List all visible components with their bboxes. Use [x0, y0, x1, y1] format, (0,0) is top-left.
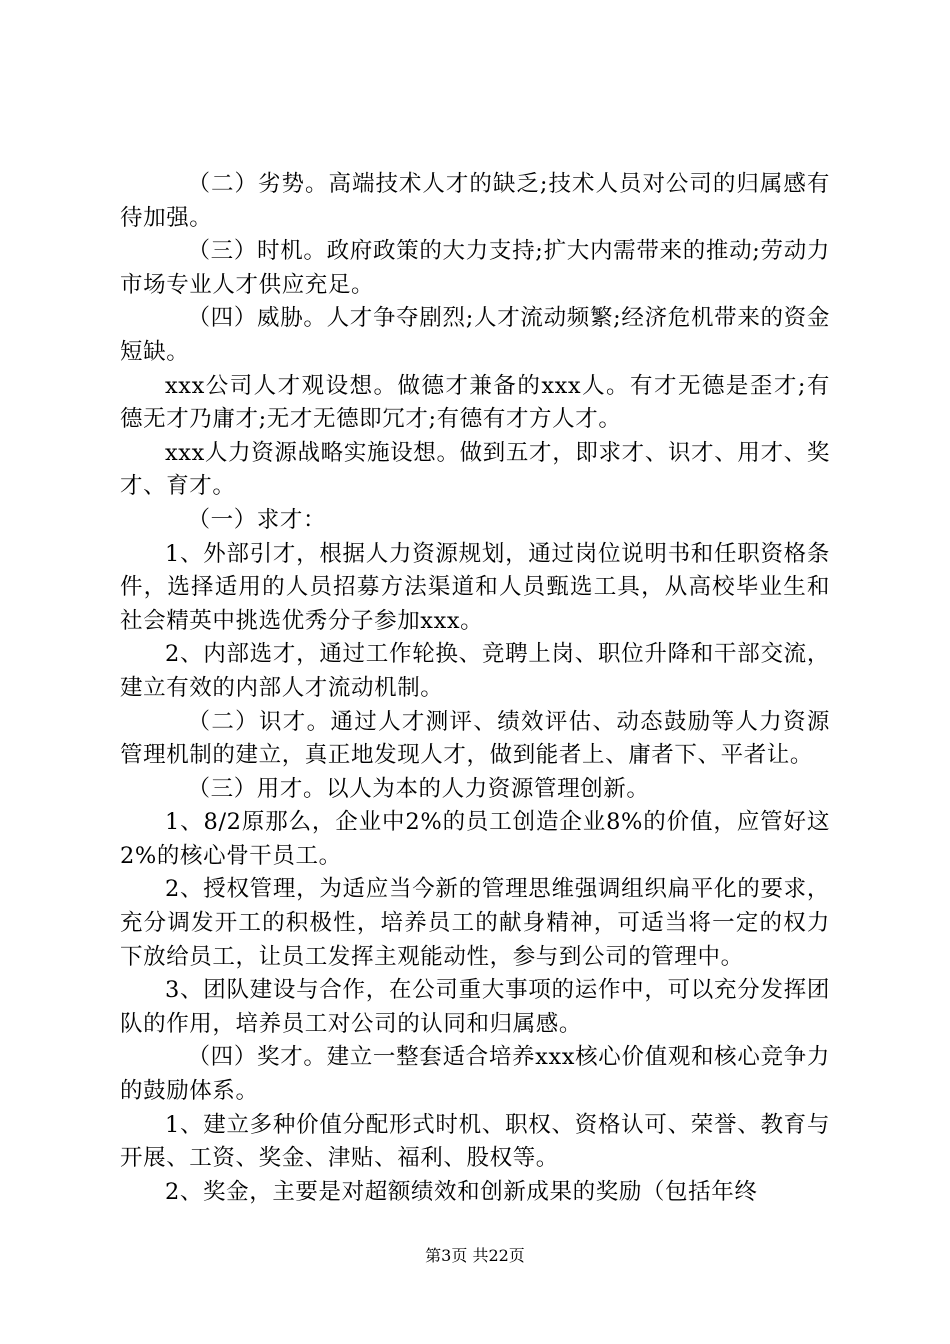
paragraph-12: 2、授权管理，为适应当今新的管理思维强调组织扁平化的要求，充分调发开工的积极性，培养员工的献身精神，可适当将一定的权力下放给员工，让员工发挥主观能动性，参与到公司的管理中。	[120, 876, 830, 970]
paragraph-7: 1、外部引才，根据人力资源规划，通过岗位说明书和任职资格条件，选择适用的人员招募方法渠道和人员甄选工具，从高校毕业生和社会精英中挑选优秀分子参加xxx。	[120, 540, 830, 634]
paragraph-10: （三）用才。以人为本的人力资源管理创新。	[187, 775, 650, 802]
document-body	[120, 168, 830, 1209]
paragraph-11: 1、8/2原那么，企业中2%的员工创造企业8%的价值，应管好这2%的核心骨干员工。	[120, 809, 830, 869]
paragraph-8: 2、内部选才，通过工作轮换、竞聘上岗、职位升降和干部交流，建立有效的内部人才流动机制。	[120, 641, 830, 701]
paragraph-16: 2、奖金，主要是对超额绩效和创新成果的奖励（包括年终	[165, 1178, 758, 1205]
page-number-indicator: 第3页 共22页	[425, 1246, 525, 1265]
paragraph-6: （一）求才：	[187, 506, 327, 533]
paragraph-14: （四）奖才。建立一整套适合培养xxx核心价值观和核心竞争力的鼓励体系。	[120, 1044, 830, 1105]
paragraph-15: 1、建立多种价值分配形式时机、职权、资格认可、荣誉、教育与开展、工资、奖金、津贴、福利、股权等。	[120, 1111, 830, 1172]
paragraph-2: （三）时机。政府政策的大力支持;扩大内需带来的推动;劳动力市场专业人才供应充足。	[120, 238, 830, 298]
paragraph-5: xxx人力资源战略实施设想。做到五才，即求才、识才、用才、奖才、育才。	[120, 439, 830, 500]
paragraph-1: （二）劣势。高端技术人才的缺乏;技术人员对公司的归属感有待加强。	[120, 171, 830, 231]
paragraph-3: （四）威胁。人才争夺剧烈;人才流动频繁;经济危机带来的资金短缺。	[120, 305, 830, 365]
paragraph-4: xxx公司人才观设想。做德才兼备的xxx人。有才无德是歪才;有德无才乃庸才;无才无德即冗才;有德有才方人才。	[120, 372, 830, 433]
paragraph-9: （二）识才。通过人才测评、绩效评估、动态鼓励等人力资源管理机制的建立，真正地发现人才，做到能者上、庸者下、平者让。	[120, 708, 830, 769]
paragraph-13: 3、团队建设与合作，在公司重大事项的运作中，可以充分发挥团队的作用，培养员工对公司的认同和归属感。	[120, 977, 830, 1037]
page-footer	[0, 1243, 950, 1266]
